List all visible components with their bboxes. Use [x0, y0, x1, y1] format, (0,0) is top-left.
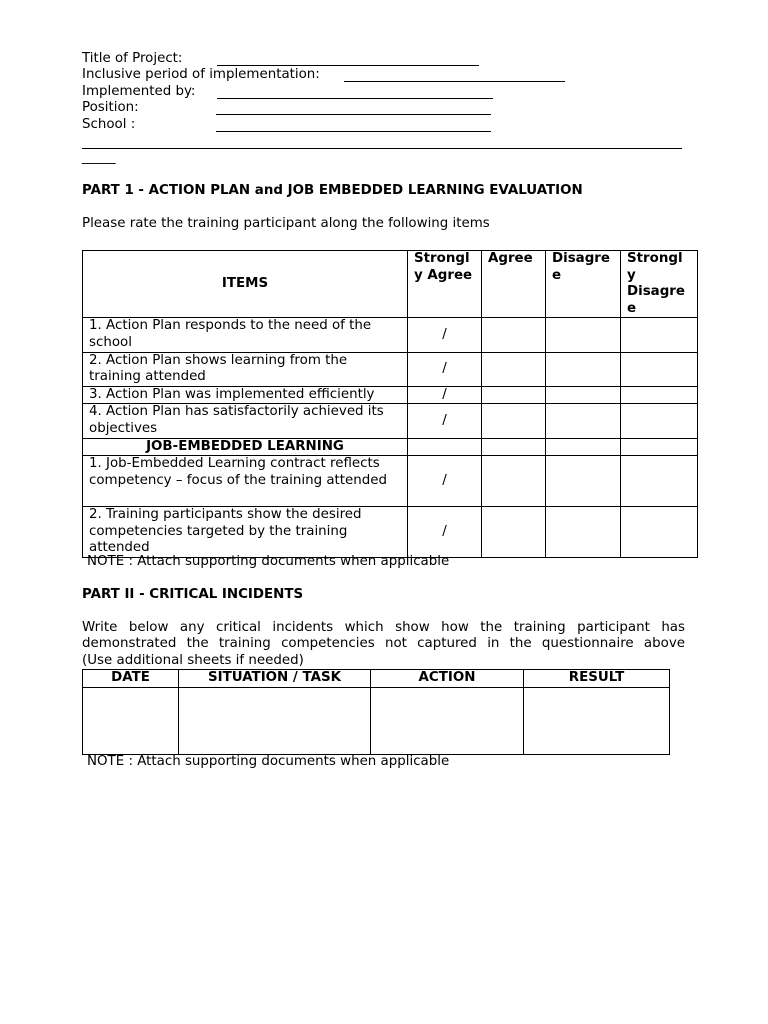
section-row	[83, 438, 698, 456]
position-field[interactable]	[216, 114, 491, 115]
job-embedded-learning-label: JOB-EMBEDDED LEARNING	[83, 438, 408, 456]
disagree-cell[interactable]	[546, 507, 621, 558]
table-row	[83, 352, 698, 386]
part2-paragraph-line1: Write below any critical incidents which show how the training participant has	[82, 620, 685, 635]
strongly-disagree-cell[interactable]	[621, 352, 698, 386]
school-field[interactable]	[216, 131, 491, 132]
table-row	[83, 507, 698, 558]
inclusive-period-field[interactable]	[344, 81, 565, 82]
strongly-agree-cell[interactable]: /	[408, 404, 482, 438]
empty-cell	[546, 438, 621, 456]
part1-note: NOTE : Attach supporting documents when applicable	[87, 554, 450, 569]
agree-header: Agree	[482, 251, 546, 318]
date-header: DATE	[83, 670, 179, 688]
action-header: ACTION	[371, 670, 524, 688]
strongly-agree-cell[interactable]: /	[408, 456, 482, 507]
part2-heading: PART II - CRITICAL INCIDENTS	[82, 587, 304, 602]
table-row	[83, 404, 698, 438]
part2-paragraph-line2: demonstrated the training competencies not captured in the questionnaire above	[82, 636, 685, 651]
agree-cell[interactable]	[482, 507, 546, 558]
strongly-disagree-cell[interactable]	[621, 386, 698, 404]
disagree-cell[interactable]	[546, 386, 621, 404]
inclusive-period-label: Inclusive period of implementation:	[82, 67, 320, 82]
item-label: 1. Action Plan responds to the need of the school	[83, 318, 408, 352]
strongly-agree-cell[interactable]: /	[408, 507, 482, 558]
empty-cell	[408, 438, 482, 456]
strongly-disagree-cell[interactable]	[621, 456, 698, 507]
situation-task-header: SITUATION / TASK	[179, 670, 371, 688]
disagree-cell[interactable]	[546, 404, 621, 438]
agree-cell[interactable]	[482, 386, 546, 404]
implemented-by-label: Implemented by:	[82, 84, 196, 99]
agree-cell[interactable]	[482, 456, 546, 507]
evaluation-table	[82, 250, 698, 558]
agree-cell[interactable]	[482, 352, 546, 386]
date-cell[interactable]	[83, 687, 179, 754]
strongly-disagree-header: Strongl y Disagre e	[621, 251, 698, 318]
part1-instruction: Please rate the training participant along the following items	[82, 216, 490, 231]
items-header: ITEMS	[83, 251, 408, 318]
strongly-agree-cell[interactable]: /	[408, 318, 482, 352]
school-label: School :	[82, 117, 136, 132]
title-of-project-field[interactable]	[217, 65, 479, 66]
part1-heading: PART 1 - ACTION PLAN and JOB EMBEDDED LEARNING EVALUATION	[82, 183, 583, 198]
action-cell[interactable]	[371, 687, 524, 754]
empty-cell	[621, 438, 698, 456]
agree-cell[interactable]	[482, 318, 546, 352]
result-cell[interactable]	[524, 687, 670, 754]
item-label: 1. Job-Embedded Learning contract reflects competency – focus of the training attended	[83, 456, 408, 507]
strongly-disagree-cell[interactable]	[621, 318, 698, 352]
empty-cell	[482, 438, 546, 456]
title-of-project-label: Title of Project:	[82, 51, 183, 66]
result-header: RESULT	[524, 670, 670, 688]
part2-note: NOTE : Attach supporting documents when applicable	[87, 754, 450, 769]
implemented-by-field[interactable]	[217, 98, 493, 99]
disagree-cell[interactable]	[546, 352, 621, 386]
disagree-cell[interactable]	[546, 318, 621, 352]
table-row	[83, 318, 698, 352]
table-row	[83, 456, 698, 507]
strongly-agree-cell[interactable]: /	[408, 352, 482, 386]
rule-continuation: _____	[82, 150, 116, 165]
item-label: 2. Action Plan shows learning from the training attended	[83, 352, 408, 386]
disagree-cell[interactable]	[546, 456, 621, 507]
position-label: Position:	[82, 100, 139, 115]
item-label: 4. Action Plan has satisfactorily achieved its objectives	[83, 404, 408, 438]
item-label: 2. Training participants show the desired competencies targeted by the training attended	[83, 507, 408, 558]
part2-paragraph-line3: (Use additional sheets if needed)	[82, 653, 304, 668]
strongly-disagree-cell[interactable]	[621, 404, 698, 438]
agree-cell[interactable]	[482, 404, 546, 438]
situation-task-cell[interactable]	[179, 687, 371, 754]
strongly-agree-cell[interactable]: /	[408, 386, 482, 404]
full-width-rule	[82, 148, 682, 149]
critical-incidents-table	[82, 669, 670, 755]
strongly-agree-header: Strongl y Agree	[408, 251, 482, 318]
strongly-disagree-cell[interactable]	[621, 507, 698, 558]
disagree-header: Disagre e	[546, 251, 621, 318]
item-label: 3. Action Plan was implemented efficiently	[83, 386, 408, 404]
table-row	[83, 687, 670, 754]
table-row	[83, 386, 698, 404]
